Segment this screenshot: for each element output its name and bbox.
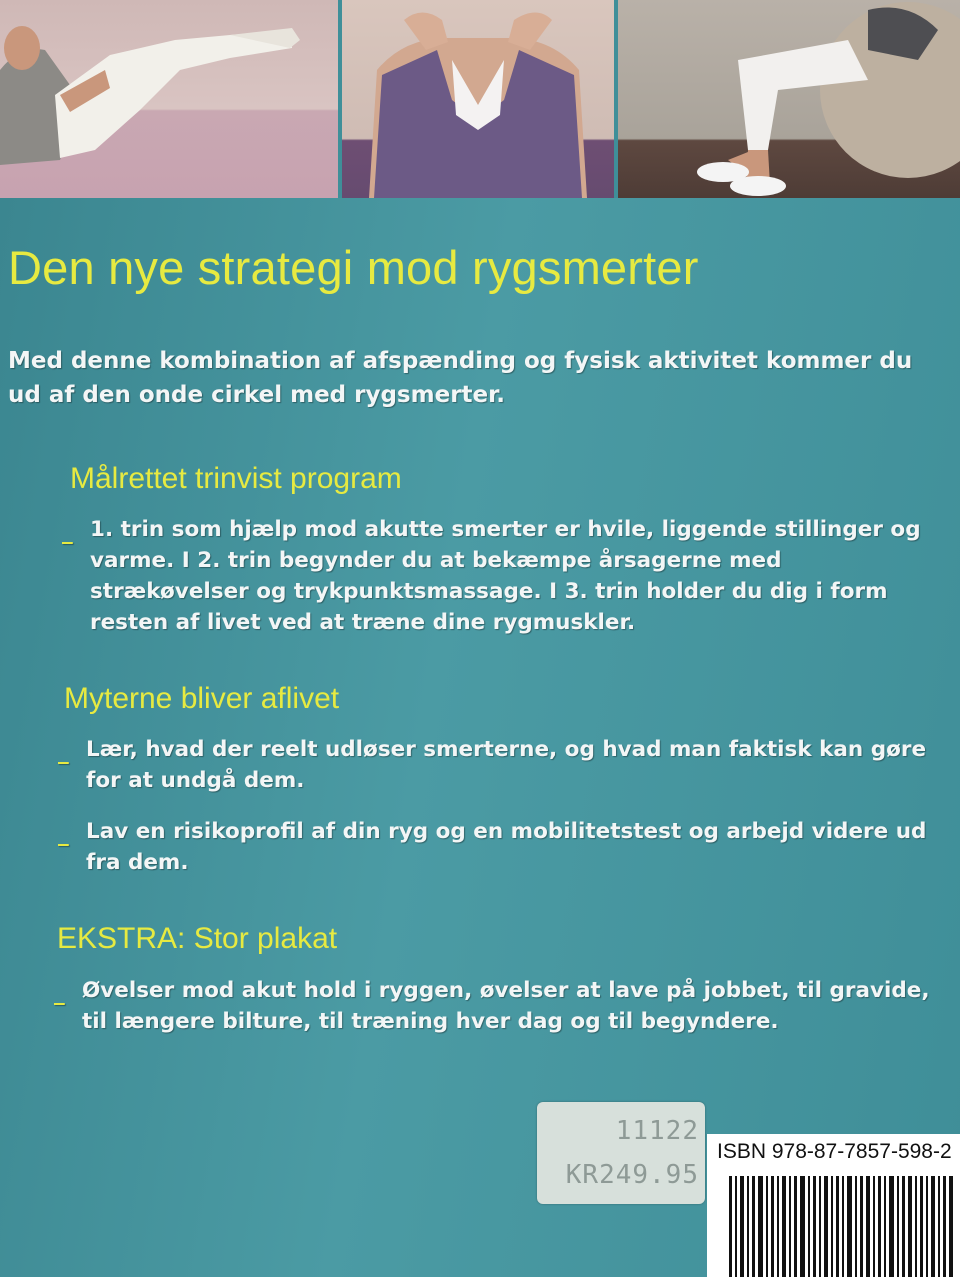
- bullet-text: Lav en risikoprofil af din ryg og en mobilitetstest og arbejd videre ud fra dem.: [86, 819, 927, 875]
- intro-paragraph: Med denne kombination af afspænding og fysisk aktivitet kommer du ud af den onde cirkel med rygsmerter.: [8, 348, 913, 408]
- sticker-price: KR249.95: [565, 1160, 699, 1190]
- photo-ball-exercise: [618, 0, 960, 198]
- bullet-item: [58, 816, 948, 878]
- bullet-item: [54, 975, 952, 1037]
- isbn-box: [707, 1134, 960, 1277]
- photo-crunch-exercise: [0, 0, 338, 198]
- photo-shoulder-massage: [342, 0, 614, 198]
- headline: Den nye strategi mod rygsmerter: [8, 241, 699, 294]
- isbn-label: ISBN 978-87-7857-598-2: [717, 1140, 952, 1163]
- bullet-dash: _: [58, 822, 69, 847]
- bullet-text: 1. trin som hjælp mod akutte smerter er hvile, liggende stillinger og varme. I 2. trin begynder du at bekæmpe årsagerne med strækøvelser og trykpunktsmassage. I 3. trin holder du dig i form resten af livet ved at træne dine rygmuskler.: [90, 517, 921, 635]
- price-sticker: [537, 1102, 705, 1204]
- section-title-program: Målrettet trinvist program: [70, 462, 402, 495]
- bullet-dash: _: [54, 981, 65, 1006]
- bullet-dash: _: [58, 740, 69, 765]
- bullet-dash: _: [62, 520, 73, 545]
- bullet-item: [58, 734, 948, 796]
- barcode-icon: [729, 1176, 954, 1277]
- bullet-text: Øvelser mod akut hold i ryggen, øvelser at lave på jobbet, til gravide, til længere bilture, til træning hver dag og til begyndere.: [82, 978, 930, 1034]
- photo-strip: [0, 0, 960, 198]
- section-title-myths: Myterne bliver aflivet: [64, 682, 340, 715]
- bullet-text: Lær, hvad der reelt udløser smerterne, og hvad man faktisk kan gøre for at undgå dem.: [86, 737, 927, 793]
- bullet-item: [62, 514, 945, 638]
- section-title-extra: EKSTRA: Stor plakat: [57, 922, 338, 955]
- sticker-code: 11122: [615, 1116, 699, 1146]
